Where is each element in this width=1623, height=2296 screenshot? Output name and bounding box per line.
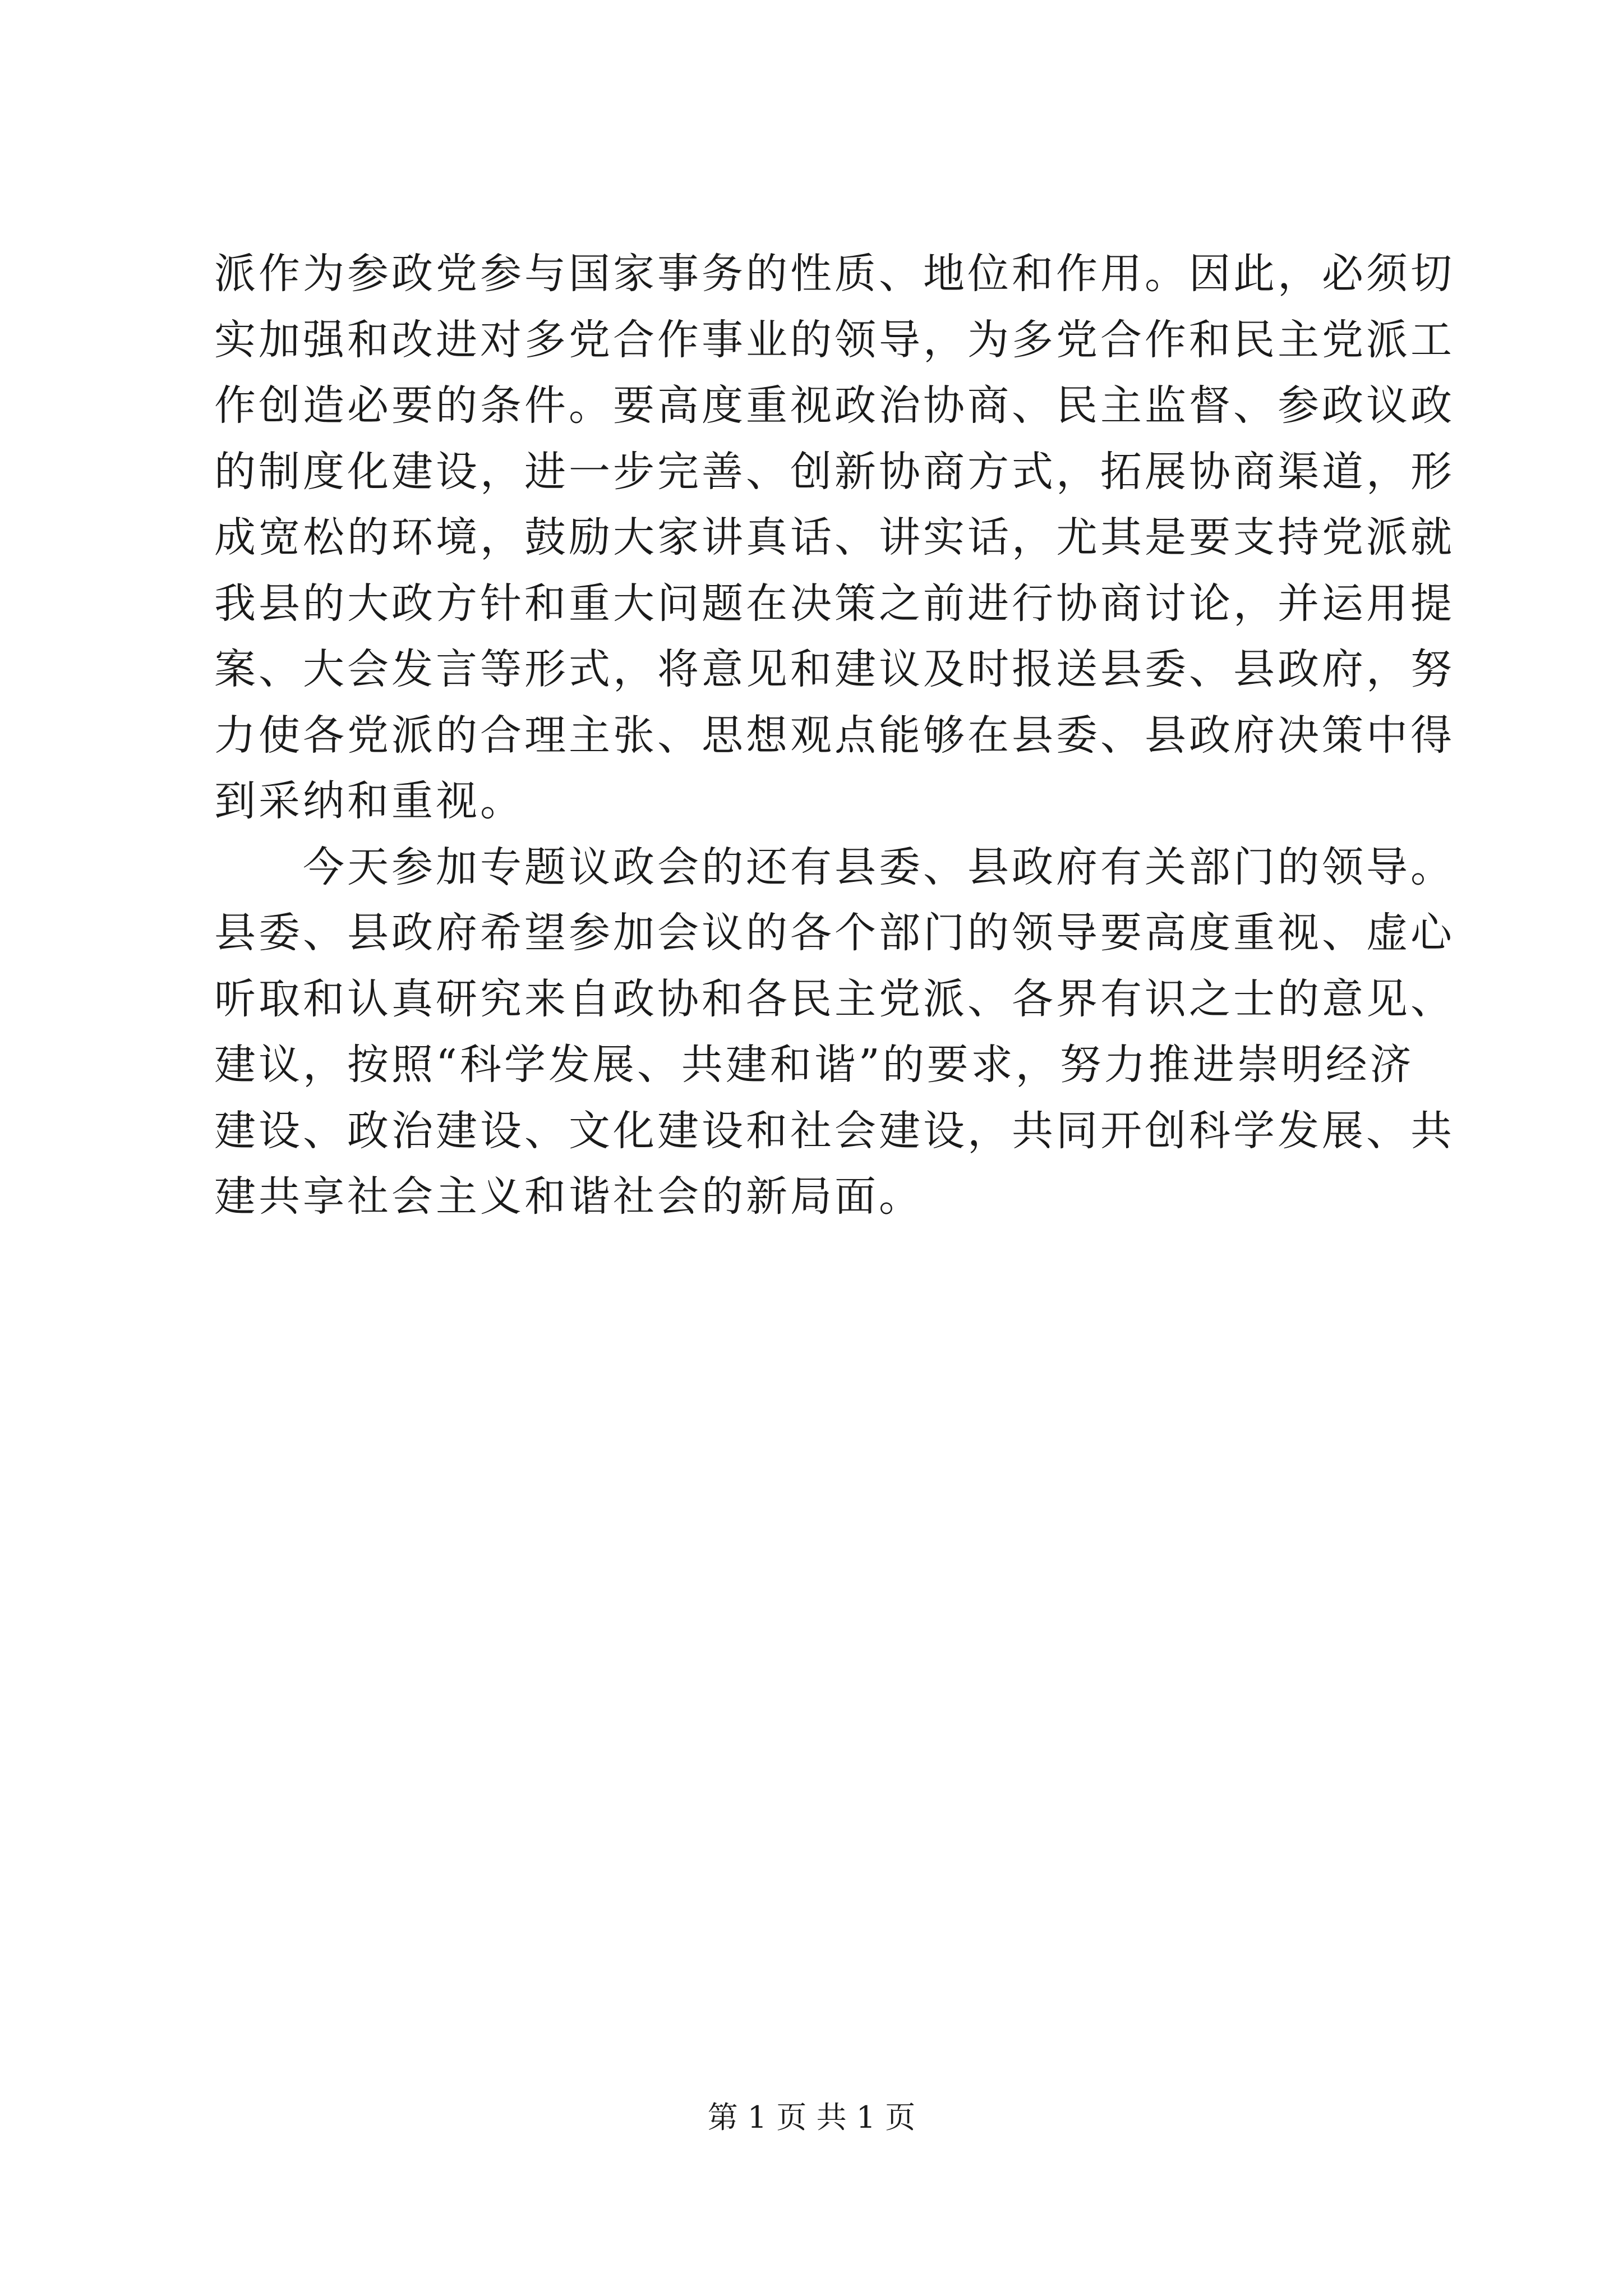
text-line: 派作为参政党参与国家事务的性质、地位和作用。因此，必须切 [214, 250, 1455, 298]
text-line: 力使各党派的合理主张、思想观点能够在县委、县政府决策中得 [214, 711, 1455, 760]
text-line: 建共享社会主义和谐社会的新局面。 [214, 1172, 923, 1221]
body-text [214, 241, 1455, 1230]
text-line: 到采纳和重视。 [214, 777, 524, 825]
text-line: 县委、县政府希望参加会议的各个部门的领导要高度重视、虚心 [214, 909, 1455, 957]
text-line: 案、大会发言等形式，将意见和建议及时报送县委、县政府，努 [214, 645, 1455, 693]
page-footer [0, 2098, 1623, 2137]
text-line: 的制度化建设，进一步完善、创新协商方式，拓展协商渠道，形 [214, 447, 1455, 496]
text-line: 实加强和改进对多党合作事业的领导，为多党合作和民主党派工 [214, 315, 1455, 364]
text-line: 我县的大政方针和重大问题在决策之前进行协商讨论，并运用提 [214, 579, 1455, 628]
text-line: 听取和认真研究来自政协和各民主党派、各界有识之士的意见、 [214, 974, 1455, 1023]
text-line: 建议，按照“科学发展、共建和谐”的要求，努力推进崇明经济 [214, 1041, 1414, 1089]
text-line: 建设、政治建设、文化建设和社会建设，共同开创科学发展、共 [214, 1106, 1455, 1155]
page-number-label: 第 1 页 共 1 页 [707, 2100, 916, 2135]
text-line: 作创造必要的条件。要高度重视政治协商、民主监督、参政议政 [214, 381, 1455, 430]
text-line: 今天参加专题议政会的还有县委、县政府有关部门的领导。 [214, 843, 1455, 891]
text-line: 成宽松的环境，鼓励大家讲真话、讲实话，尤其是要支持党派就 [214, 513, 1455, 562]
